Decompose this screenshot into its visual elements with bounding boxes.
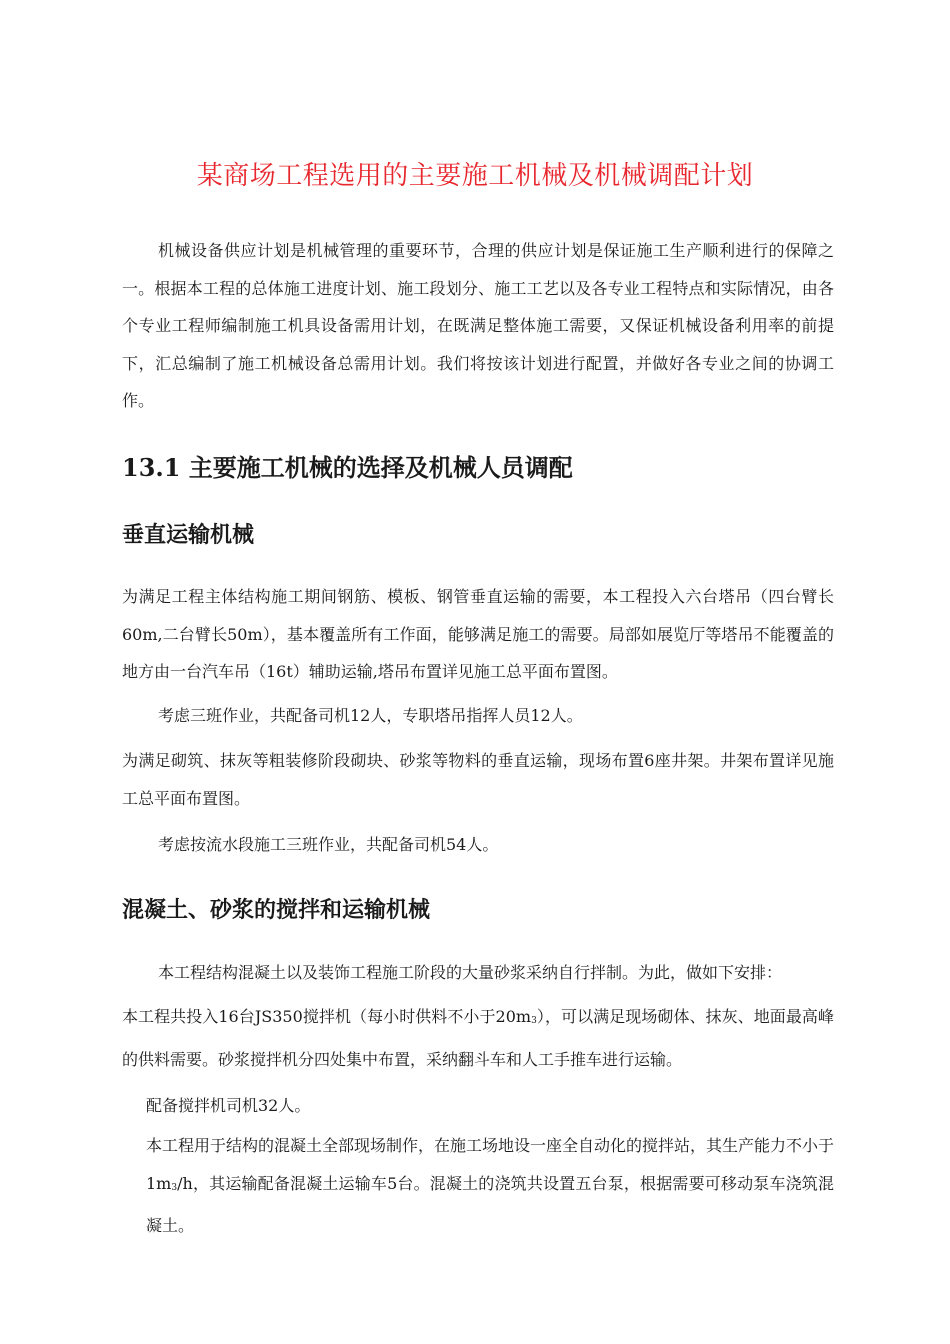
vertical-paragraph-3: 为满足砌筑、抹灰等粗装修阶段砌块、砂浆等物料的垂直运输，现场布置6座井架。井架布置详见施工总平面布置图。 [122,751,834,808]
intro-paragraph: 机械设备供应计划是机械管理的重要环节，合理的供应计划是保证施工生产顺利进行的保障之一。根据本工程的总体施工进度计划、施工段划分、施工工艺以及各专业工程特点和实际情况，由各个专业工程师编制施工机具设备需用计划，在既满足整体施工需要，又保证机械设备利用率的前提下，汇总编制了施工机械设备总需用计划。我们将按该计划进行配置，并做好各专业之间的协调工作。 [122,241,834,410]
vertical-paragraph-1: 为满足工程主体结构施工期间钢筋、模板、钢管垂直运输的需要，本工程投入六台塔吊（四台臂长60m,二台臂长50m），基本覆盖所有工作面，能够满足施工的需要。局部如展览厅等塔吊不能覆盖的地方由一台汽车吊（16t）辅助运输,塔吊布置详见施工总平面布置图。 [122,587,834,681]
vertical-paragraph-4: 考虑按流水段施工三班作业，共配备司机54人。 [158,835,499,854]
vertical-transport-heading: 垂直运输机械 [122,522,255,548]
mixing-paragraph-2: 本工程共投入16台JS350搅拌机（每小时供料不小于$20m_3$），可以满足现场砌体、抹灰、地面最高峰的供料需要。砂浆搅拌机分四处集中布置，采纳翻斗车和人工手推车进行运输。 [122,1007,834,1069]
mixing-paragraph-4: 本工程用于结构的混凝土全部现场制作，在施工场地设一座全自动化的搅拌站，其生产能力不小于$1m_3/h$，其运输配备混凝土运输车5台。混凝土的浇筑共设置五台泵，根据需要可移动泵车浇筑混凝土。 [146,1136,835,1235]
vertical-paragraph-2: 考虑三班作业，共配备司机12人，专职塔吊指挥人员12人。 [158,706,583,725]
document-title: 某商场工程选用的主要施工机械及机械调配计划 [196,161,754,191]
section-heading: 13.1 主要施工机械的选择及机械人员调配 [122,453,573,482]
mixing-paragraph-1: 本工程结构混凝土以及装饰工程施工阶段的大量砂浆采纳自行拌制。为此，做如下安排： [158,963,783,982]
mixing-paragraph-3: 配备搅拌机司机32人。 [146,1096,311,1115]
mixing-heading: 混凝土、砂浆的搅拌和运输机械 [122,897,431,923]
